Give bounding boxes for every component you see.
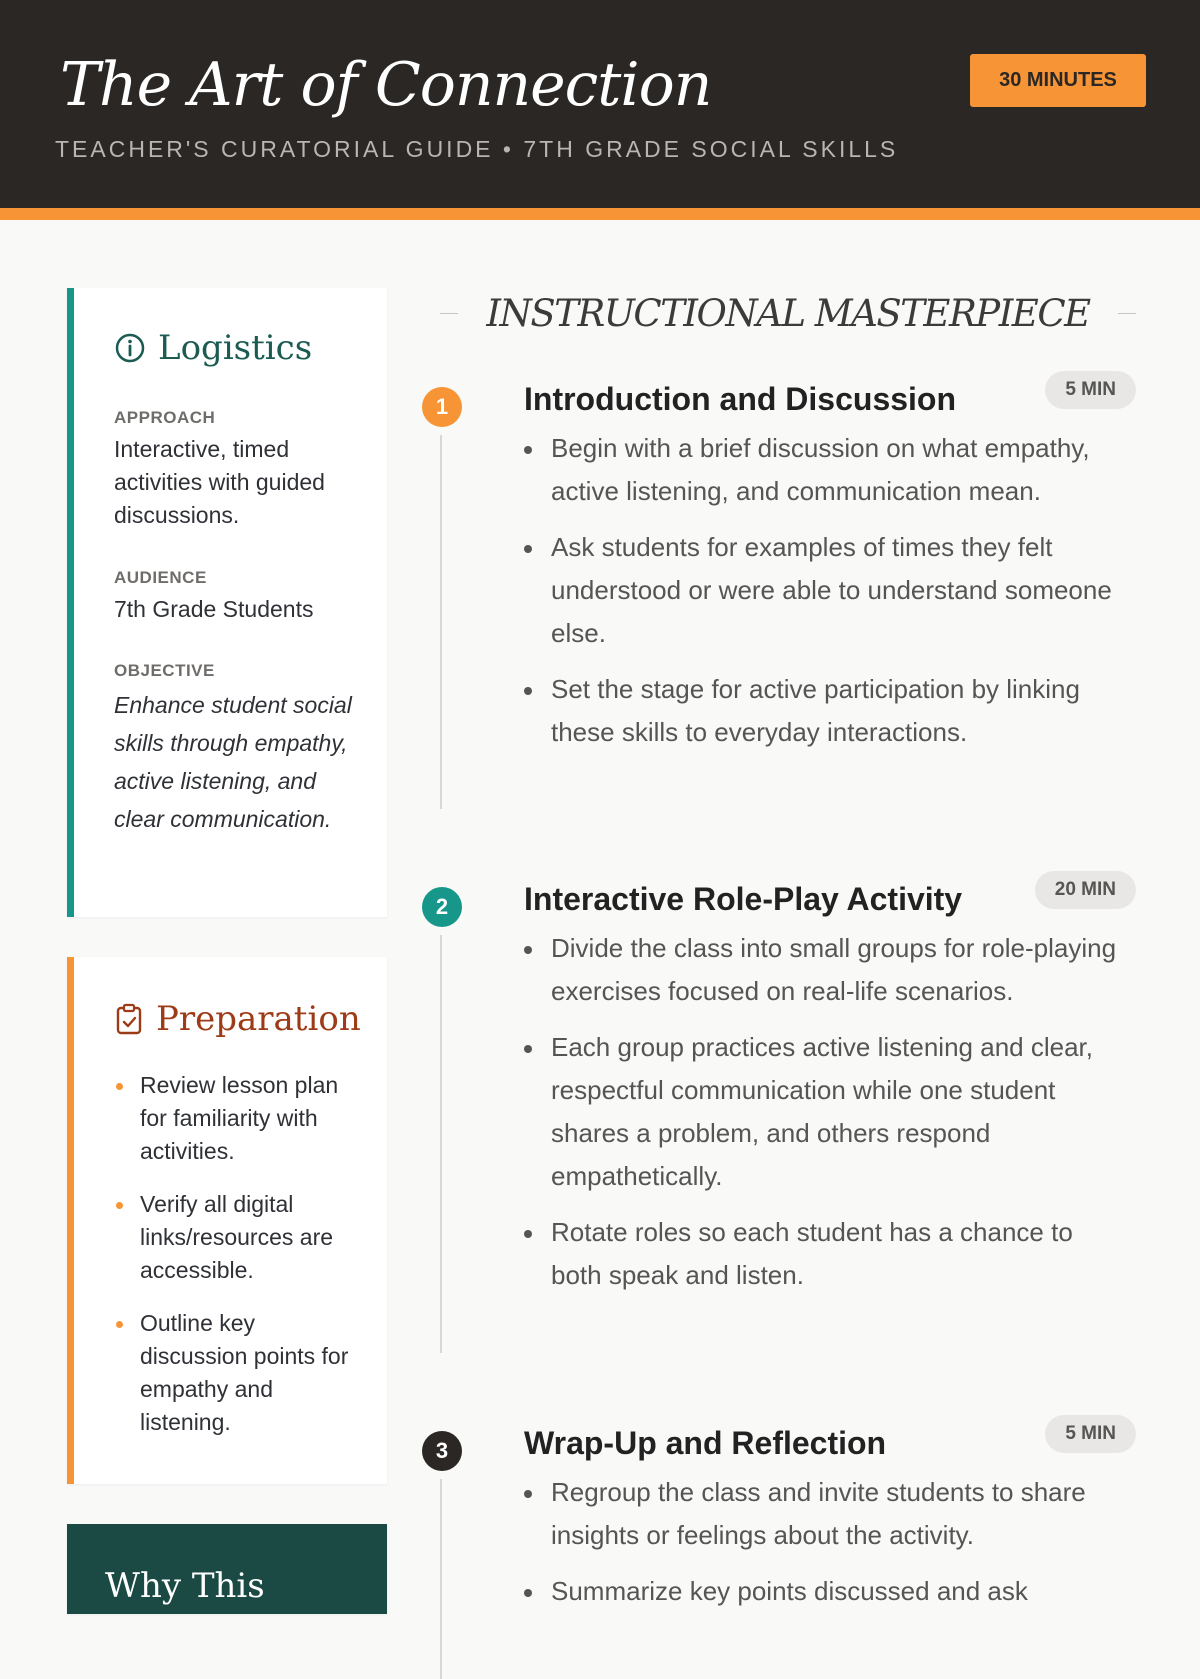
audience-label: AUDIENCE (114, 568, 207, 587)
list-item: Each group practices active listening and clear, respectful communication while one student shares a problem, and others respond empathetically. (524, 1026, 1124, 1198)
approach-value: Interactive, timed activities with guided discussions. (114, 436, 325, 528)
step-number: 3 (422, 1431, 462, 1471)
preparation-list (114, 1069, 364, 1459)
step-connector (440, 1479, 442, 1679)
list-item: Divide the class into small groups for role-playing exercises focused on real-life scenarios. (524, 927, 1124, 1013)
step-duration-badge: 20 MIN (1035, 871, 1136, 909)
info-icon (114, 332, 146, 364)
page-header (0, 0, 1200, 220)
step-number: 2 (422, 887, 462, 927)
preparation-heading (114, 999, 361, 1039)
logistics-heading (114, 328, 312, 368)
step-title: Wrap-Up and Reflection (524, 1425, 887, 1461)
objective-value: Enhance student social skills through empathy, active listening, and clear communication. (114, 692, 352, 832)
title-rule-left (440, 313, 458, 314)
step-title: Interactive Role-Play Activity (524, 881, 963, 917)
list-item: Outline key discussion points for empathy and listening. (114, 1307, 364, 1439)
step-connector (440, 935, 442, 1353)
step-bullets (524, 1471, 1124, 1626)
section-title (440, 288, 1136, 338)
step-bullets (524, 927, 1124, 1310)
audience-value: 7th Grade Students (114, 596, 314, 622)
list-item: Begin with a brief discussion on what empathy, active listening, and communication mean. (524, 427, 1124, 513)
why-this-heading: Why This (105, 1566, 265, 1606)
page-subtitle: TEACHER'S CURATORIAL GUIDE • 7TH GRADE SOCIAL SKILLS (55, 136, 899, 162)
clipboard-check-icon (114, 1003, 144, 1035)
page-title: The Art of Connection (60, 50, 712, 120)
step-number: 1 (422, 387, 462, 427)
why-this-card (67, 1524, 387, 1614)
duration-badge: 30 MINUTES (970, 54, 1146, 107)
list-item: Rotate roles so each student has a chance to both speak and listen. (524, 1211, 1124, 1297)
step-duration-badge: 5 MIN (1045, 371, 1136, 409)
list-item: Review lesson plan for familiarity with activities. (114, 1069, 364, 1168)
logistics-card (67, 288, 387, 917)
list-item: Summarize key points discussed and ask (524, 1570, 1124, 1613)
preparation-heading-text: Preparation (156, 999, 361, 1039)
step-bullets (524, 427, 1124, 767)
logistics-heading-text: Logistics (158, 328, 313, 368)
list-item: Ask students for examples of times they felt understood or were able to understand someone else. (524, 526, 1124, 655)
list-item: Set the stage for active participation by linking these skills to everyday interactions. (524, 668, 1124, 754)
list-item: Verify all digital links/resources are accessible. (114, 1188, 364, 1287)
step-connector (440, 435, 442, 809)
section-title-text: INSTRUCTIONAL MASTERPIECE (486, 291, 1090, 335)
preparation-card (67, 957, 387, 1484)
approach-label: APPROACH (114, 408, 216, 427)
list-item: Regroup the class and invite students to share insights or feelings about the activity. (524, 1471, 1124, 1557)
title-rule-right (1118, 313, 1136, 314)
objective-label: OBJECTIVE (114, 661, 215, 680)
step-duration-badge: 5 MIN (1045, 1415, 1136, 1453)
step-title: Introduction and Discussion (524, 381, 957, 417)
